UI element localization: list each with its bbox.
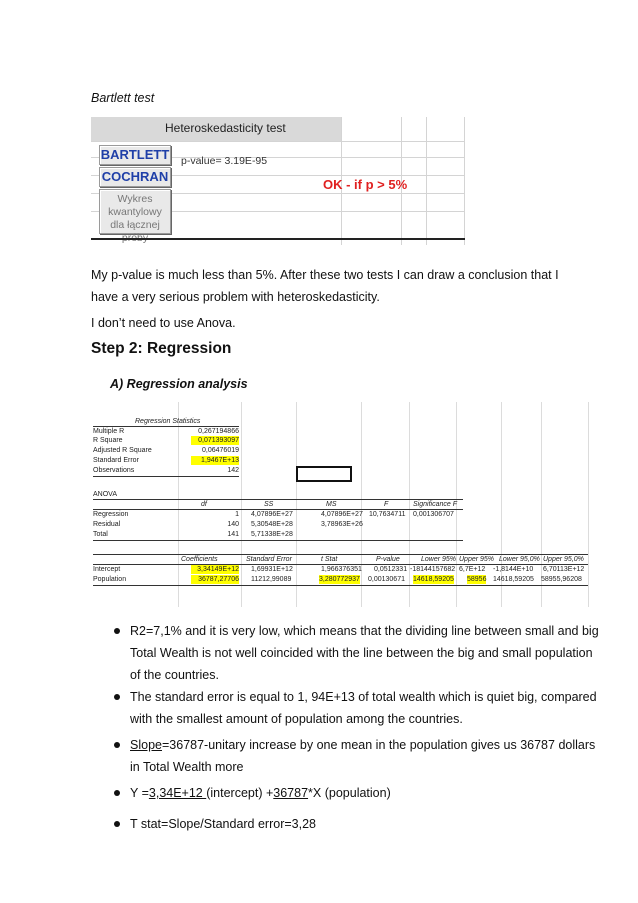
anova-header: F [384, 501, 389, 508]
bullet-text: R2=7,1% and it is very low, which means that the dividing line between small and big Total Wealth is not well coincided with the line between the big and small population of the countries. [130, 624, 599, 682]
coef-row-label: Population [93, 576, 127, 583]
eq-part: (intercept) + [206, 786, 274, 800]
anova-header: Significance F [413, 501, 457, 508]
coef-header: Coefficients [181, 556, 218, 563]
bullet-dot [114, 742, 120, 748]
anova-cell: 140 [227, 521, 239, 528]
stats-label: Observations [93, 467, 135, 474]
bullet-text: T stat=Slope/Standard error=3,28 [130, 817, 316, 831]
anova-cell: 4,07896E+27 [251, 511, 293, 518]
stats-value-highlighted: 1,9467E+13 [191, 456, 239, 465]
anova-cell: 10,7634711 [369, 511, 406, 518]
stats-label: R Square [93, 437, 123, 444]
pvalue-value: 3.19E-95 [224, 155, 268, 167]
anova-cell: 5,30548E+28 [251, 521, 293, 528]
divider-line [91, 238, 465, 240]
coef-cell: 11212,99089 [251, 576, 292, 583]
selected-cell[interactable] [296, 466, 352, 482]
ok-message: OK - if p > 5% [323, 177, 408, 192]
coef-cell-highlighted: 36787,27706 [191, 575, 239, 584]
coef-cell: 0,00130671 [368, 576, 405, 583]
anova-row-label: Regression [93, 511, 129, 518]
stats-value: 142 [227, 467, 239, 474]
anova-header: df [201, 501, 207, 508]
coef-cell-highlighted: 14618,59205 [413, 576, 454, 583]
pvalue-label: p-value= [181, 155, 222, 167]
coef-header: Upper 95,0% [543, 556, 584, 563]
bullet-dot [114, 694, 120, 700]
coef-cell: -1,8144E+10 [493, 566, 534, 573]
anova-row-label: Total [93, 531, 108, 538]
coef-cell-highlighted: 58956 [467, 576, 487, 583]
anova-cell: 4,07896E+27 [321, 511, 363, 518]
anova-cell: 0,001306707 [413, 511, 454, 518]
slope-word: Slope [130, 738, 162, 752]
stats-title: Regression Statistics [135, 418, 201, 425]
pvalue-display [181, 155, 267, 167]
anova-note: I don’t need to use Anova. [91, 316, 236, 330]
anova-label: ANOVA [93, 491, 117, 498]
bullet-text [130, 782, 600, 804]
coef-cell-highlighted: 3,280772937 [319, 576, 360, 583]
anova-header: SS [264, 501, 274, 508]
coef-cell: -18144157682 [410, 566, 456, 573]
bartlett-button[interactable]: BARTLETT [99, 145, 171, 165]
coef-header: Lower 95% [421, 556, 457, 563]
quantile-plot-button[interactable]: Wykres kwantylowy dla łącznej [99, 189, 171, 234]
eq-slope: 36787 [273, 786, 309, 800]
anova-cell: 141 [227, 531, 239, 538]
coef-cell: 6,70113E+12 [543, 566, 585, 573]
coef-cell: 6,7E+12 [459, 566, 486, 573]
cochran-button[interactable]: COCHRAN [99, 167, 171, 187]
bullet-dot [114, 628, 120, 634]
stats-value-highlighted: 0,071393097 [191, 436, 239, 445]
bullet-dot [114, 790, 120, 796]
anova-cell: 3,78963E+26 [321, 521, 363, 528]
eq-part: Y = [130, 786, 149, 800]
coef-header: t Stat [321, 556, 338, 563]
slope-rest: =36787-unitary increase by one mean in the population gives us 36787 dollars in Total Wealth more [130, 738, 596, 774]
step2-heading: Step 2: Regression [91, 340, 232, 357]
coef-cell: 14618,59205 [493, 576, 534, 583]
eq-part: *X (population) [308, 786, 391, 800]
stats-value: 0,267194866 [198, 428, 239, 435]
bullet-dot [114, 821, 120, 827]
anova-cell: 5,71338E+28 [251, 531, 293, 538]
coef-header: Upper 95% [459, 556, 495, 563]
stats-label: Multiple R [93, 428, 125, 435]
anova-row-label: Residual [93, 521, 121, 528]
stats-label: Adjusted R Square [93, 447, 152, 454]
stats-label: Standard Error [93, 457, 139, 464]
heteroskedasticity-screenshot [91, 117, 465, 257]
coef-cell: 1,966376351 [321, 566, 362, 573]
coef-cell: 1,69931E+12 [251, 566, 293, 573]
conclusion-paragraph: My p-value is much less than 5%. After these two tests I can draw a conclusion that I have a very serious problem with heteroskedasticity. [91, 268, 559, 304]
anova-cell: 1 [235, 511, 239, 518]
regression-output-screenshot [91, 402, 591, 607]
hetero-title: Heteroskedasticity test [165, 121, 286, 135]
coef-row-label: Intercept [93, 566, 121, 573]
coef-header: Lower 95,0% [499, 556, 540, 563]
coef-cell: 0,0512331 [374, 566, 408, 573]
section-a-heading: A) Regression analysis [110, 377, 248, 391]
stats-value: 0,06476019 [202, 447, 239, 454]
coef-cell: 58955,96208 [541, 576, 582, 583]
coef-header: P-value [376, 556, 400, 563]
coef-header: Standard Error [246, 556, 292, 563]
bartlett-heading: Bartlett test [91, 91, 155, 105]
eq-intercept: 3,34E+12 [148, 786, 207, 800]
coef-cell-highlighted: 3,34149E+12 [191, 565, 239, 574]
anova-header: MS [326, 501, 337, 508]
bullet-text: The standard error is equal to 1, 94E+13 of total wealth which is quiet big, compared with the smallest amount of population among the countries. [130, 690, 597, 726]
bullet-text [130, 734, 600, 778]
